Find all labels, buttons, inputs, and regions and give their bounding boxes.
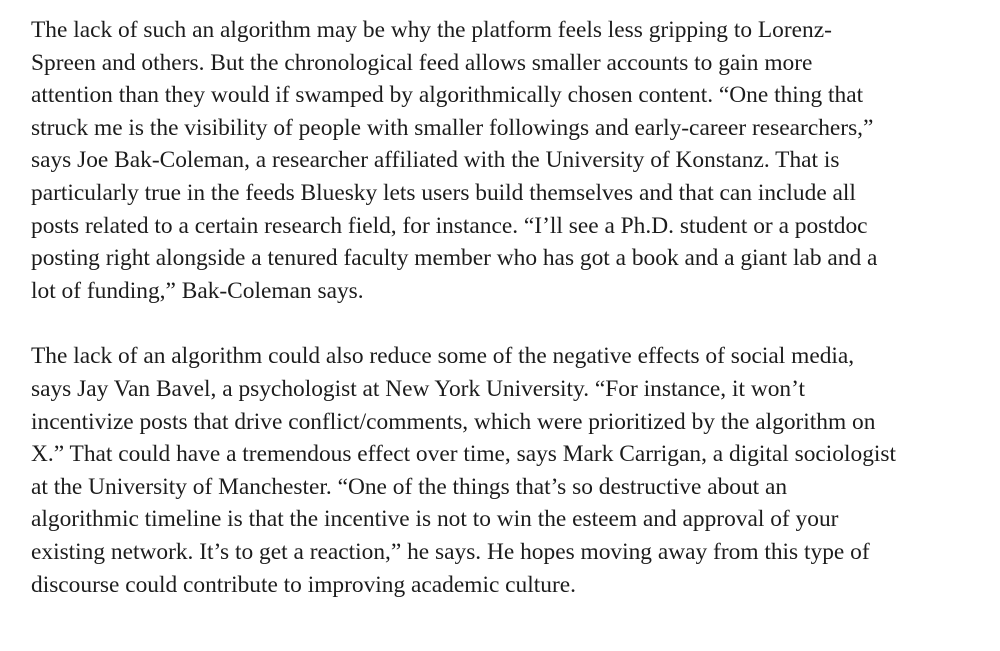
paragraph-line: attention than they would if swamped by algorithmically chosen content. “One thing that: [31, 82, 864, 109]
paragraph-line: posts related to a certain research field, for instance. “I’ll see a Ph.D. student or a postdoc: [31, 212, 868, 239]
paragraph-line: algorithmic timeline is that the incentive is not to win the esteem and approval of your: [31, 506, 839, 533]
paragraph-line: The lack of such an algorithm may be why the platform feels less gripping to Lorenz-: [31, 17, 832, 43]
paragraph-line: incentivize posts that drive conflict/comments, which were prioritized by the algorithm on: [31, 408, 876, 435]
paragraph-line: at the University of Manchester. “One of the things that’s so destructive about an: [31, 473, 788, 500]
paragraph-line: discourse could contribute to improving academic culture.: [31, 571, 576, 598]
paragraph-line: Spreen and others. But the chronological feed allows smaller accounts to gain more: [31, 49, 813, 76]
article-paragraph-1: [31, 14, 981, 307]
paragraph-line: existing network. It’s to get a reaction,” he says. He hopes moving away from this type of: [31, 538, 870, 565]
paragraph-line: posting right alongside a tenured faculty member who has got a book and a giant lab and a: [31, 245, 878, 272]
paragraph-line: X.” That could have a tremendous effect over time, says Mark Carrigan, a digital sociologist: [31, 441, 896, 468]
paragraph-line: The lack of an algorithm could also reduce some of the negative effects of social media,: [31, 343, 855, 370]
article-body: [31, 14, 981, 634]
article-paragraph-2: [31, 340, 981, 601]
paragraph-line: says Joe Bak-Coleman, a researcher affiliated with the University of Konstanz. That is: [31, 147, 840, 174]
paragraph-line: says Jay Van Bavel, a psychologist at New York University. “For instance, it won’t: [31, 375, 805, 402]
paragraph-line: lot of funding,” Bak-Coleman says.: [31, 277, 364, 304]
paragraph-line: particularly true in the feeds Bluesky lets users build themselves and that can include all: [31, 179, 856, 206]
paragraph-line: struck me is the visibility of people with smaller followings and early-career researchers,”: [31, 114, 874, 141]
